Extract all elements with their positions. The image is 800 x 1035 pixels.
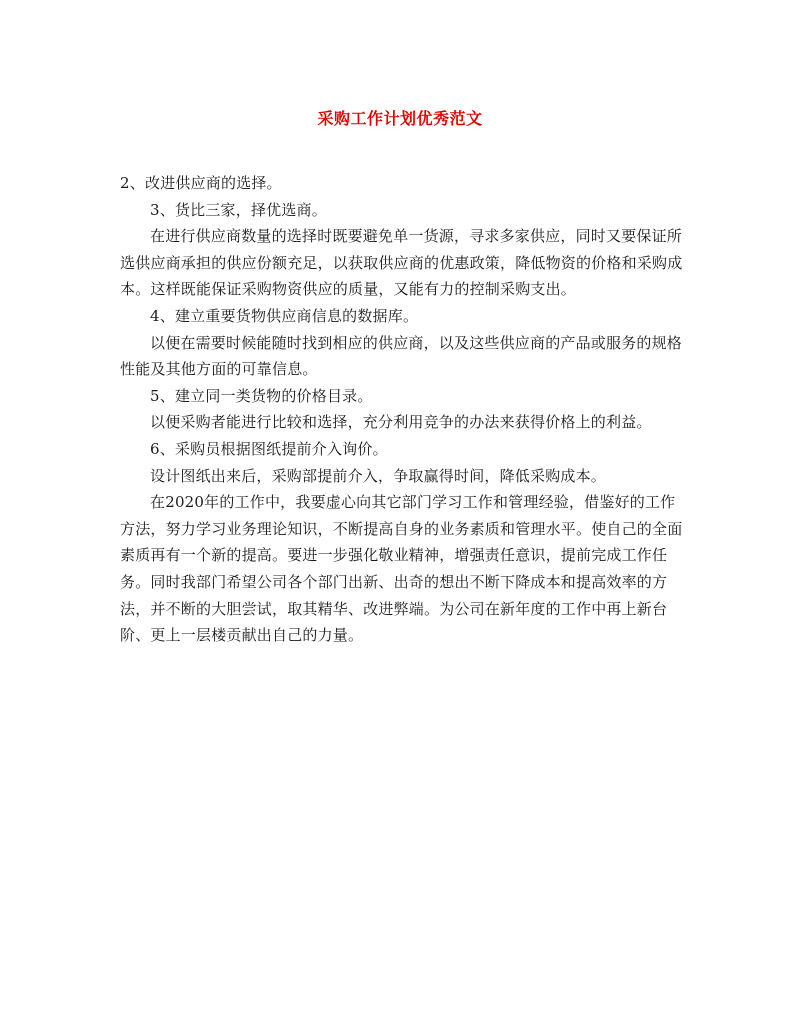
paragraph-item-3: 3、货比三家，择优选商。 [150,200,327,219]
paragraph-item-2: 2、改进供应商的选择。 [120,174,282,192]
paragraph-supplier-selection: 在进行供应商数量的选择时既要避免单一货源，寻求多家供应，同时又要保证所选供应商承担的供应份额充足，以获取供应商的优惠政策，降低物资的价格和采购成本。这样既能保证采购物资供应的质量，又能有力的控制采购支出。 [120,227,683,299]
paragraph-supplier-database: 以便在需要时候能随时找到相应的供应商，以及这些供应商的产品或服务的规格性能及其他方面的可靠信息。 [120,333,683,379]
paragraph-item-6: 6、采购员根据图纸提前介入询价。 [150,439,388,458]
document-body [120,170,684,649]
paragraph-work-plan-2020: 在2020年的工作中，我要虚心向其它部门学习工作和管理经验，借鉴好的工作方法，努力学习业务理论知识，不断提高自身的业务素质和管理水平。使自己的全面素质再有一个新的提高。要进一步强化敬业精神，增强责任意识，提前完成工作任务。同时我部门希望公司各个部门出新、出奇的想出不断下降成本和提高效率的方法，并不断的大胆尝试，取其精华、改进弊端。为公司在新年度的工作中再上新台阶、更上一层楼贡献出自己的力量。 [120,493,683,645]
paragraph-item-5: 5、建立同一类货物的价格目录。 [150,386,373,405]
document-title: 采购工作计划优秀范文 [317,109,483,128]
paragraph-design-drawings: 设计图纸出来后，采购部提前介入，争取赢得时间，降低采购成本。 [150,466,607,485]
paragraph-item-4: 4、建立重要货物供应商信息的数据库。 [150,306,419,325]
paragraph-price-catalog: 以便采购者能进行比较和选择，充分利用竞争的办法来获得价格上的利益。 [150,413,652,432]
